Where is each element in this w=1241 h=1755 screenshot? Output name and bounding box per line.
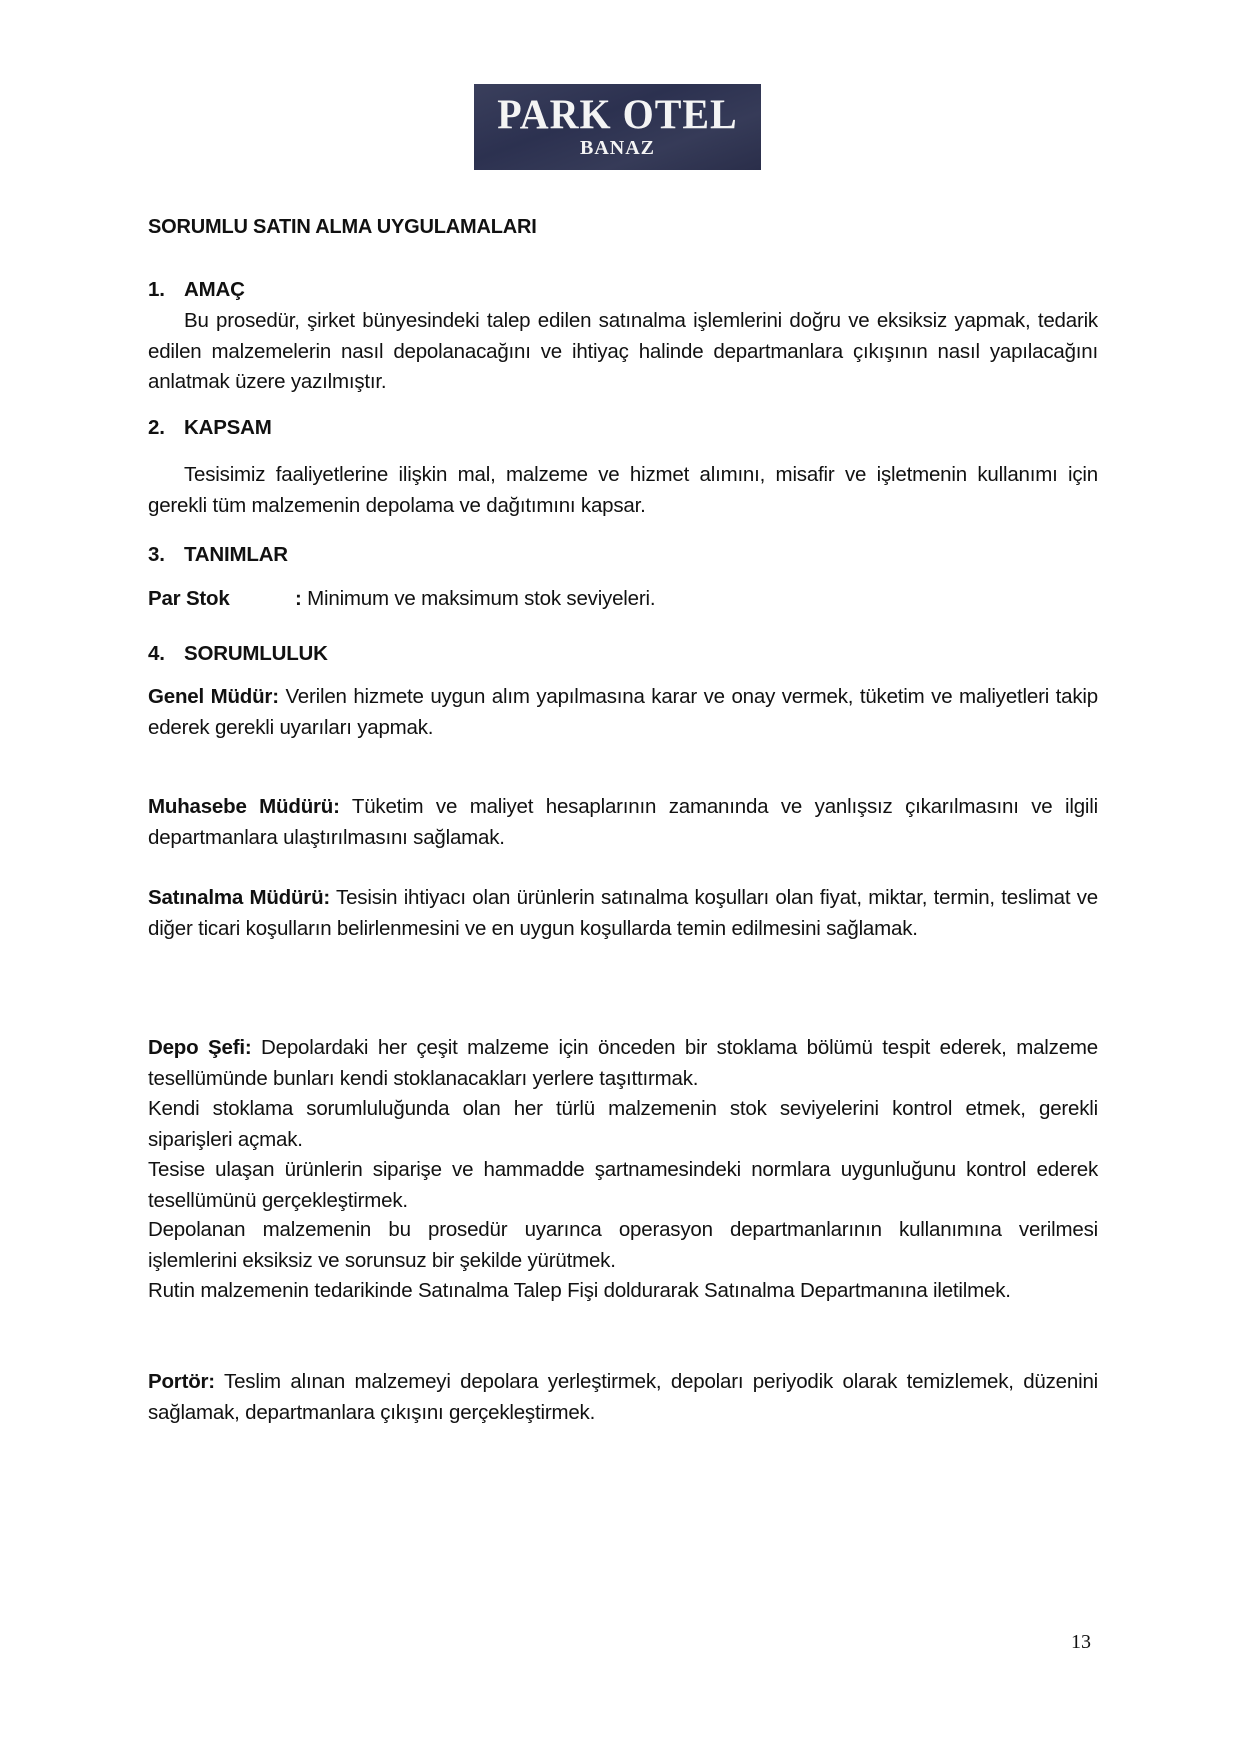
role-label: Muhasebe Müdürü: [148, 795, 340, 818]
depo-sefi-duty-1: Kendi stoklama sorumluluğunda olan her türlü malzemenin stok seviyelerini kontrol etmek, gerekli siparişleri açmak. [148, 1097, 1098, 1151]
role-label: Portör: [148, 1370, 215, 1393]
role-text: Tesisin ihtiyacı olan ürünlerin satınalma koşulları olan fiyat, miktar, termin, teslimat ve diğer ticari koşulların belirlenmesini ve en uygun koşullarda temin edilmesini sağlamak. [148, 886, 1098, 940]
section-title: KAPSAM [184, 416, 272, 439]
section-heading-tanimlar [148, 540, 288, 571]
depo-sefi-duty-4: Rutin malzemenin tedarikinde Satınalma Talep Fişi doldurarak Satınalma Departmanına iletilmek. [148, 1279, 1011, 1302]
role-text: Tüketim ve maliyet hesaplarının zamanında ve yanlışsız çıkarılmasını ve ilgili departmanlara ulaştırılmasını sağlamak. [148, 795, 1098, 849]
role-label: Genel Müdür: [148, 685, 279, 708]
role-genel-mudur [148, 682, 1098, 743]
role-muhasebe-muduru [148, 792, 1098, 853]
role-satinalma-muduru [148, 883, 1098, 944]
definition-par-stok [148, 584, 1098, 615]
section-title: AMAÇ [184, 278, 245, 301]
section-title: TANIMLAR [184, 543, 288, 566]
section-number: 4. [148, 642, 165, 665]
section-heading-sorumluluk [148, 639, 328, 670]
page-number: 13 [1071, 1631, 1091, 1653]
logo-line-2: BANAZ [579, 137, 655, 159]
depo-sefi-duty-3: Depolanan malzemenin bu prosedür uyarınca operasyon departmanlarının kullanımına verilmesi işlemlerini eksiksiz ve sorunsuz bir şekilde yürütmek. [148, 1218, 1098, 1272]
section-number: 2. [148, 416, 165, 439]
role-text: Teslim alınan malzemeyi depolara yerleştirmek, depoları periyodik olarak temizlemek, düzenini sağlamak, departmanlara çıkışını gerçekleştirmek. [148, 1370, 1098, 1424]
role-text: Depolardaki her çeşit malzeme için önceden bir stoklama bölümü tespit ederek, malzeme tesellümünde bunları kendi stoklanacakları yerlere taşıttırmak. [148, 1036, 1098, 1090]
role-portor [148, 1367, 1098, 1428]
depo-sefi-duty-2: Tesise ulaşan ürünlerin siparişe ve hammadde şartnamesindeki normlara uygunluğunu kontrol ederek tesellümünü gerçekleştirmek. [148, 1158, 1098, 1212]
section-number: 3. [148, 543, 165, 566]
document-title: SORUMLU SATIN ALMA UYGULAMALARI [148, 216, 537, 238]
role-depo-sefi [148, 1033, 1098, 1094]
role-label: Depo Şefi: [148, 1036, 252, 1059]
definition-text: Minimum ve maksimum stok seviyeleri. [301, 587, 656, 610]
section-title: SORUMLULUK [184, 642, 328, 665]
section-text-amac: Bu prosedür, şirket bünyesindeki talep edilen satınalma işlemlerini doğru ve eksiksiz yapmak, tedarik edilen malzemelerin nasıl depolanacağını ve ihtiyaç halinde departmanlara çıkışının nasıl yapılacağını anlatmak üzere yazılmıştır. [148, 309, 1098, 393]
logo-line-1: PARK OTEL [497, 90, 738, 139]
role-text: Verilen hizmete uygun alım yapılmasına karar ve onay vermek, tüketim ve maliyetleri takip ederek gerekli uyarıları yapmak. [148, 685, 1098, 739]
section-text-kapsam: Tesisimiz faaliyetlerine ilişkin mal, malzeme ve hizmet alımını, misafir ve işletmenin kullanımı için gerekli tüm malzemenin depolama ve dağıtımını kapsar. [148, 463, 1098, 517]
definition-term: Par Stok [148, 587, 230, 610]
section-heading-amac [148, 275, 245, 306]
role-label: Satınalma Müdürü: [148, 886, 331, 909]
definition-separator: : [295, 587, 302, 610]
section-heading-kapsam [148, 413, 272, 444]
park-otel-logo [474, 84, 761, 170]
section-number: 1. [148, 278, 165, 301]
